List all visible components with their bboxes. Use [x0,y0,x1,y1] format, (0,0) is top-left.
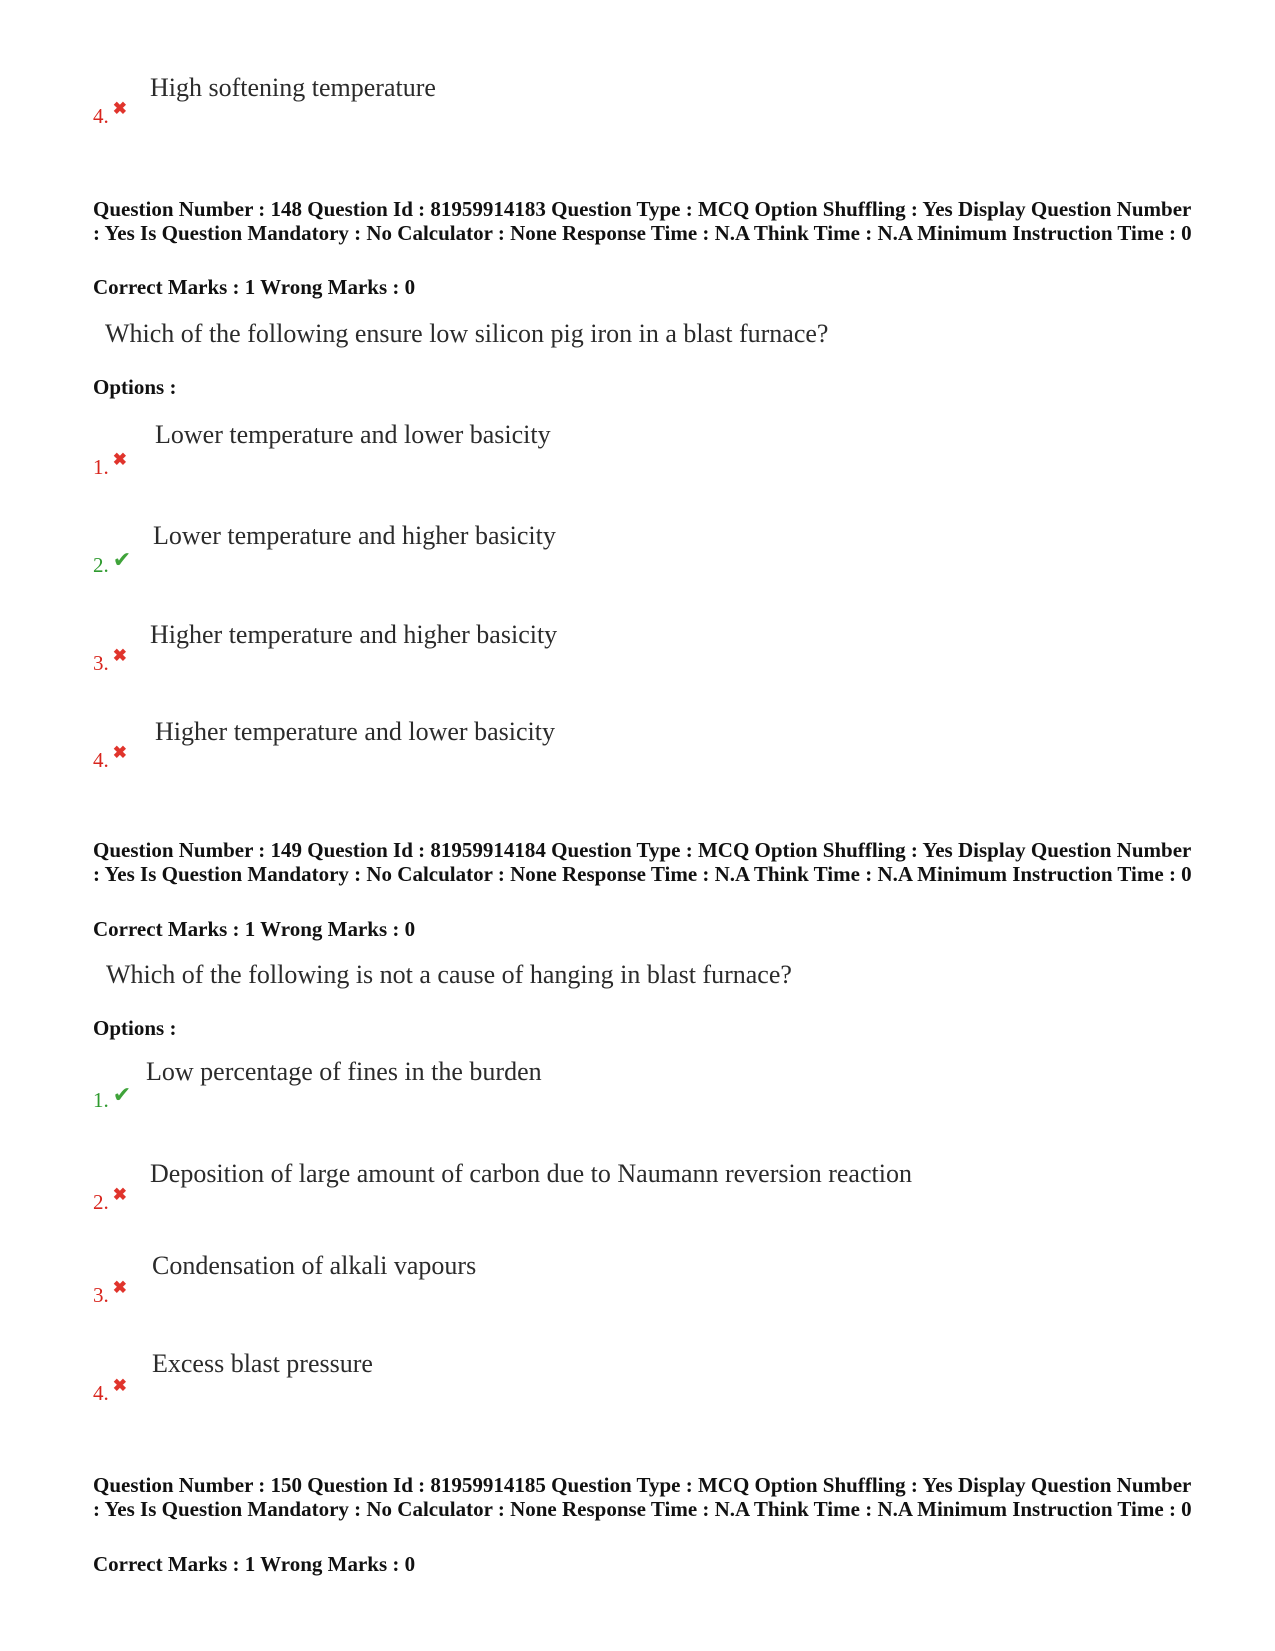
option-number [93,1184,127,1214]
option-text: Deposition of large amount of carbon due to Naumann reversion reaction [150,1159,912,1188]
option-text: Lower temperature and higher basicity [153,521,556,550]
option-text: Lower temperature and lower basicity [155,420,551,449]
option-text: Higher temperature and higher basicity [150,620,558,649]
question-meta: Question Number : 148 Question Id : 81959914183 Question Type : MCQ Option Shuffling : Yes Display Question Number : Yes Is Question Mandatory : No Calculator : None Response Time : N.A Think Time : N.A Minimum Instruction Time : 0 [93,197,1192,245]
question-marks: Correct Marks : 1 Wrong Marks : 0 [93,275,416,299]
cross-icon: ✖ [112,1277,127,1297]
option-number-label: 4. [93,104,109,128]
option-number-label: 3. [93,651,109,675]
option-text: Condensation of alkali vapours [152,1251,477,1280]
option-number-label: 2. [93,1190,109,1214]
option-number [93,1277,127,1307]
question-text: Which of the following is not a cause of hanging in blast furnace? [106,960,792,989]
cross-icon: ✖ [112,1184,127,1204]
option-number-label: 4. [93,1381,109,1405]
option-number [93,742,127,772]
option-number-label: 3. [93,1283,109,1307]
option-text: Higher temperature and lower basicity [155,717,555,746]
option-number-label: 2. [93,553,109,577]
cross-icon: ✖ [112,645,127,665]
check-icon: ✔ [112,546,132,572]
options-label: Options : [93,1016,177,1040]
cross-icon: ✖ [112,98,127,118]
option-number-label: 1. [93,1088,109,1112]
option-text: Excess blast pressure [152,1349,373,1378]
option-number [93,449,127,479]
option-number [93,98,127,128]
question-meta: Question Number : 150 Question Id : 81959914185 Question Type : MCQ Option Shuffling : Yes Display Question Number : Yes Is Question Mandatory : No Calculator : None Response Time : N.A Think Time : N.A Minimum Instruction Time : 0 [93,1473,1192,1521]
option-number [93,1081,132,1112]
cross-icon: ✖ [112,1375,127,1395]
question-text: Which of the following ensure low silicon pig iron in a blast furnace? [105,319,829,348]
option-number [93,645,127,675]
cross-icon: ✖ [112,449,127,469]
question-marks: Correct Marks : 1 Wrong Marks : 0 [93,1552,416,1576]
option-number [93,1375,127,1405]
option-number-label: 4. [93,748,109,772]
cross-icon: ✖ [112,742,127,762]
options-label: Options : [93,375,177,399]
option-text: High softening temperature [150,73,436,102]
option-text: Low percentage of fines in the burden [146,1057,542,1086]
question-meta: Question Number : 149 Question Id : 81959914184 Question Type : MCQ Option Shuffling : Yes Display Question Number : Yes Is Question Mandatory : No Calculator : None Response Time : N.A Think Time : N.A Minimum Instruction Time : 0 [93,838,1192,886]
option-number-label: 1. [93,455,109,479]
check-icon: ✔ [112,1081,132,1107]
option-number [93,546,132,577]
question-marks: Correct Marks : 1 Wrong Marks : 0 [93,917,416,941]
